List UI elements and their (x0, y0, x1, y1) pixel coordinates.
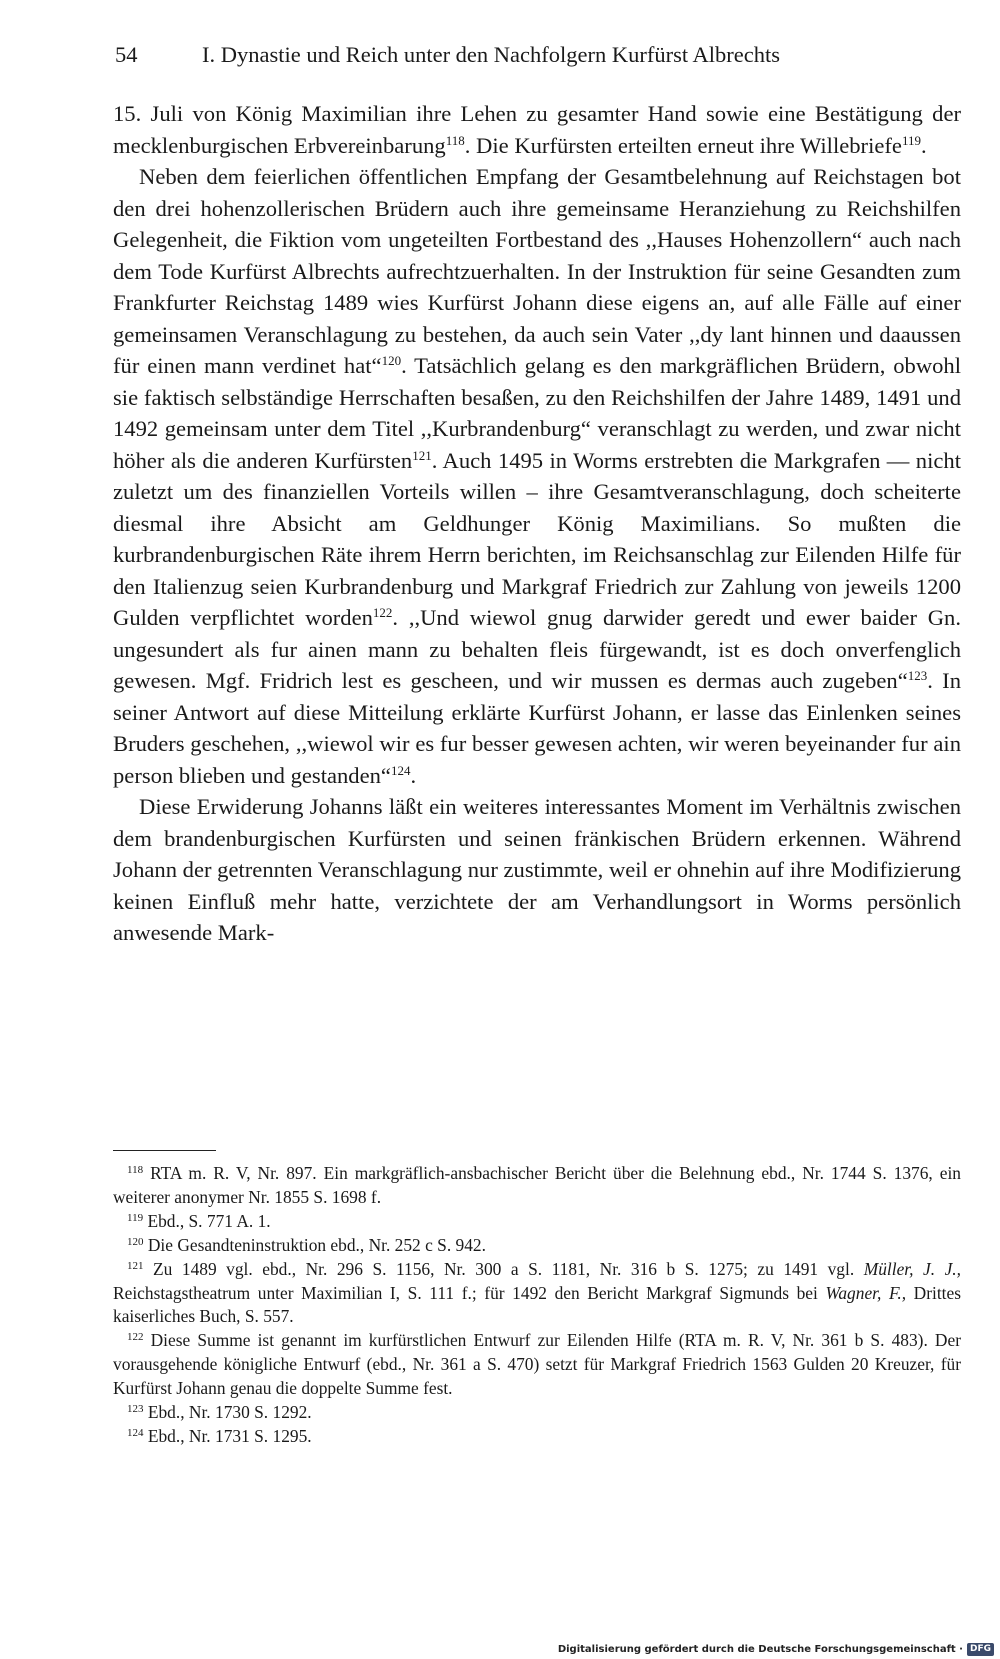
author-name: Müller, J. J., (863, 1258, 961, 1279)
footnotes-section (113, 1162, 961, 1449)
running-header (115, 40, 940, 70)
paragraph-3 (113, 791, 961, 949)
footnote-text: Ebd., Nr. 1731 S. 1295. (147, 1425, 312, 1446)
footnote-text: Diese Summe ist genannt im kurfürstlichen Entwurf zur Eilenden Hilfe (RTA m. R. V, Nr. 361 b S. 483). Der vorausgehende königliche Entwurf (ebd., Nr. 361 a S. 470) setzt für Markgraf Friedrich 1563 Gulden 20 Kreuzer, für Kurfürst Johann genau die doppelte Summe fest. (113, 1330, 961, 1399)
text-run: . Tatsächlich gelang es den markgräflichen Brüdern, obwohl sie faktisch selbständige Herrschaften besaßen, zu den Reichshilfen der Jahre 1489, 1491 und 1492 gemeinsam unter dem Titel ,,Kurbrandenburg“ veranschlagt zu werden, und zwar nicht höher als die anderen Kurfürsten (113, 353, 962, 473)
footnote (113, 1210, 961, 1234)
banner-text: Digitalisierung gefördert durch die Deutsche Forschungsgemeinschaft · (557, 1644, 963, 1655)
footnote (113, 1401, 961, 1425)
footnote (113, 1425, 961, 1449)
text-run: . Die Kurfürsten erteilten erneut ihre Willebriefe (464, 132, 902, 158)
text-run: . (410, 762, 417, 788)
page-number: 54 (115, 42, 138, 67)
footnote (113, 1329, 961, 1401)
footnote-text: Ebd., Nr. 1730 S. 1292. (147, 1402, 312, 1423)
footnote-number: 119 (127, 1211, 144, 1224)
footnote-text: Zu 1489 vgl. ebd., Nr. 296 S. 1156, Nr. 300 a S. 1181, Nr. 316 b S. 1275; zu 1491 vgl. (153, 1258, 864, 1279)
footnote-number: 122 (127, 1331, 144, 1344)
footnote-ref[interactable]: 118 (445, 132, 465, 148)
running-title: I. Dynastie und Reich unter den Nachfolgern Kurfürst Albrechts (202, 42, 780, 67)
dfg-logo-icon: DFG (967, 1643, 994, 1656)
author-name: Wagner, F., (825, 1282, 907, 1303)
footnote-text: Reichstagstheatrum unter Maximilian I, S. 111 f.; für 1492 den Bericht Markgraf Sigmunds bei (113, 1282, 826, 1303)
text-run: . (920, 132, 927, 158)
footnote (113, 1258, 961, 1330)
footnote-number: 120 (127, 1235, 144, 1248)
main-text (113, 98, 961, 949)
footnote-ref[interactable]: 124 (390, 762, 411, 778)
footnote-text: RTA m. R. V, Nr. 897. Ein markgräflich-ansbachischer Bericht über die Belehnung ebd., Nr. 1744 S. 1376, ein weiterer anonymer Nr. 1855 S. 1698 f. (113, 1163, 961, 1207)
text-run: . In seiner Antwort auf diese Mitteilung erklärte Kurfürst Johann, er lasse das Einlenken seines Bruders geschehen, ,,wiewol wir es fur besser gewesen achten, wir weren beyeinander fur ain person blieben und gestanden“ (113, 668, 961, 788)
footnote-number: 124 (127, 1426, 144, 1439)
footnote-text: Ebd., S. 771 A. 1. (147, 1210, 271, 1231)
footnote-number: 118 (127, 1164, 144, 1176)
text-run: . Auch 1495 in Worms erstrebten die Markgrafen — nicht zuletzt um des finanziellen Vorteils willen – ihre Gesamtveranschlagung, doch scheiterte diesmal ihre Absicht am Geldhunger König Maximilians. So mußten die kurbrandenburgischen Räte ihrem Herrn berichten, im Reichsanschlag zur Eilenden Hilfe für den Italienzug seien Kurbrandenburg und Markgraf Friedrich zur Zahlung von jeweils 1200 Gulden verpflichtet worden (113, 447, 961, 630)
footnote-text: Drittes kaiserliches Buch, S. 557. (113, 1282, 961, 1327)
footnote-number: 121 (127, 1259, 144, 1272)
paragraph-1 (113, 98, 961, 161)
footnote-ref[interactable]: 121 (412, 447, 432, 463)
text-run: 15. Juli von König Maximilian ihre Lehen zu gesamter Hand sowie eine Bestätigung der mecklenburgischen Erbvereinbarung (113, 101, 961, 158)
footnote-separator (113, 1150, 216, 1151)
footnote-ref[interactable]: 119 (901, 132, 921, 148)
text-run: Neben dem feierlichen öffentlichen Empfang der Gesamtbelehnung auf Reichstagen bot den drei hohenzollerischen Brüdern auch ihre gemeinsame Heranziehung zu Reichshilfen Gelegenheit, die Fiktion vom ungeteilten Fortbestand des ,,Hauses Hohenzollern“ auch nach dem Tode Kurfürst Albrechts aufrechtzuerhalten. In der Instruktion für seine Gesandten zum Frankfurter Reichstag 1489 wies Kurfürst Johann diese eigens an, auf alle Fälle auf einer gemeinsamen Veranschlagung zu bestehen, da auch sein Vater ,,dy lant hinnen und daaussen für einen mann verdinet hat“ (113, 164, 961, 378)
footnote (113, 1234, 961, 1258)
text-run: . ,,Und wiewol gnug darwider geredt und ewer baider Gn. ungesundert als fur ainen mann zu behalten fleis fürgewandt, ist es doch onverfenglich gewesen. Mgf. Fridrich lest es gescheen, und wir mussen es dermas auch zugeben“ (113, 605, 962, 693)
footnote-text: Die Gesandteninstruktion ebd., Nr. 252 c S. 942. (147, 1234, 486, 1255)
footnote-ref[interactable]: 123 (907, 668, 928, 683)
footnote-ref[interactable]: 120 (381, 353, 402, 368)
paragraph-2 (113, 161, 961, 791)
footnote-number: 123 (127, 1403, 144, 1416)
footnote (113, 1162, 961, 1210)
footnote-ref[interactable]: 122 (372, 605, 393, 620)
dfg-banner (558, 1643, 994, 1656)
text-run: Diese Erwiderung Johanns läßt ein weiteres interessantes Moment im Verhältnis zwischen dem brandenburgischen Kurfürsten und seinen fränkischen Brüdern erkennen. Während Johann der getrennten Veranschlagung nur zustimmte, weil er ohnehin auf ihre Modifizierung keinen Einfluß mehr hatte, verzichtete der am Verhandlungsort in Worms persönlich anwesende Mark- (113, 794, 961, 945)
